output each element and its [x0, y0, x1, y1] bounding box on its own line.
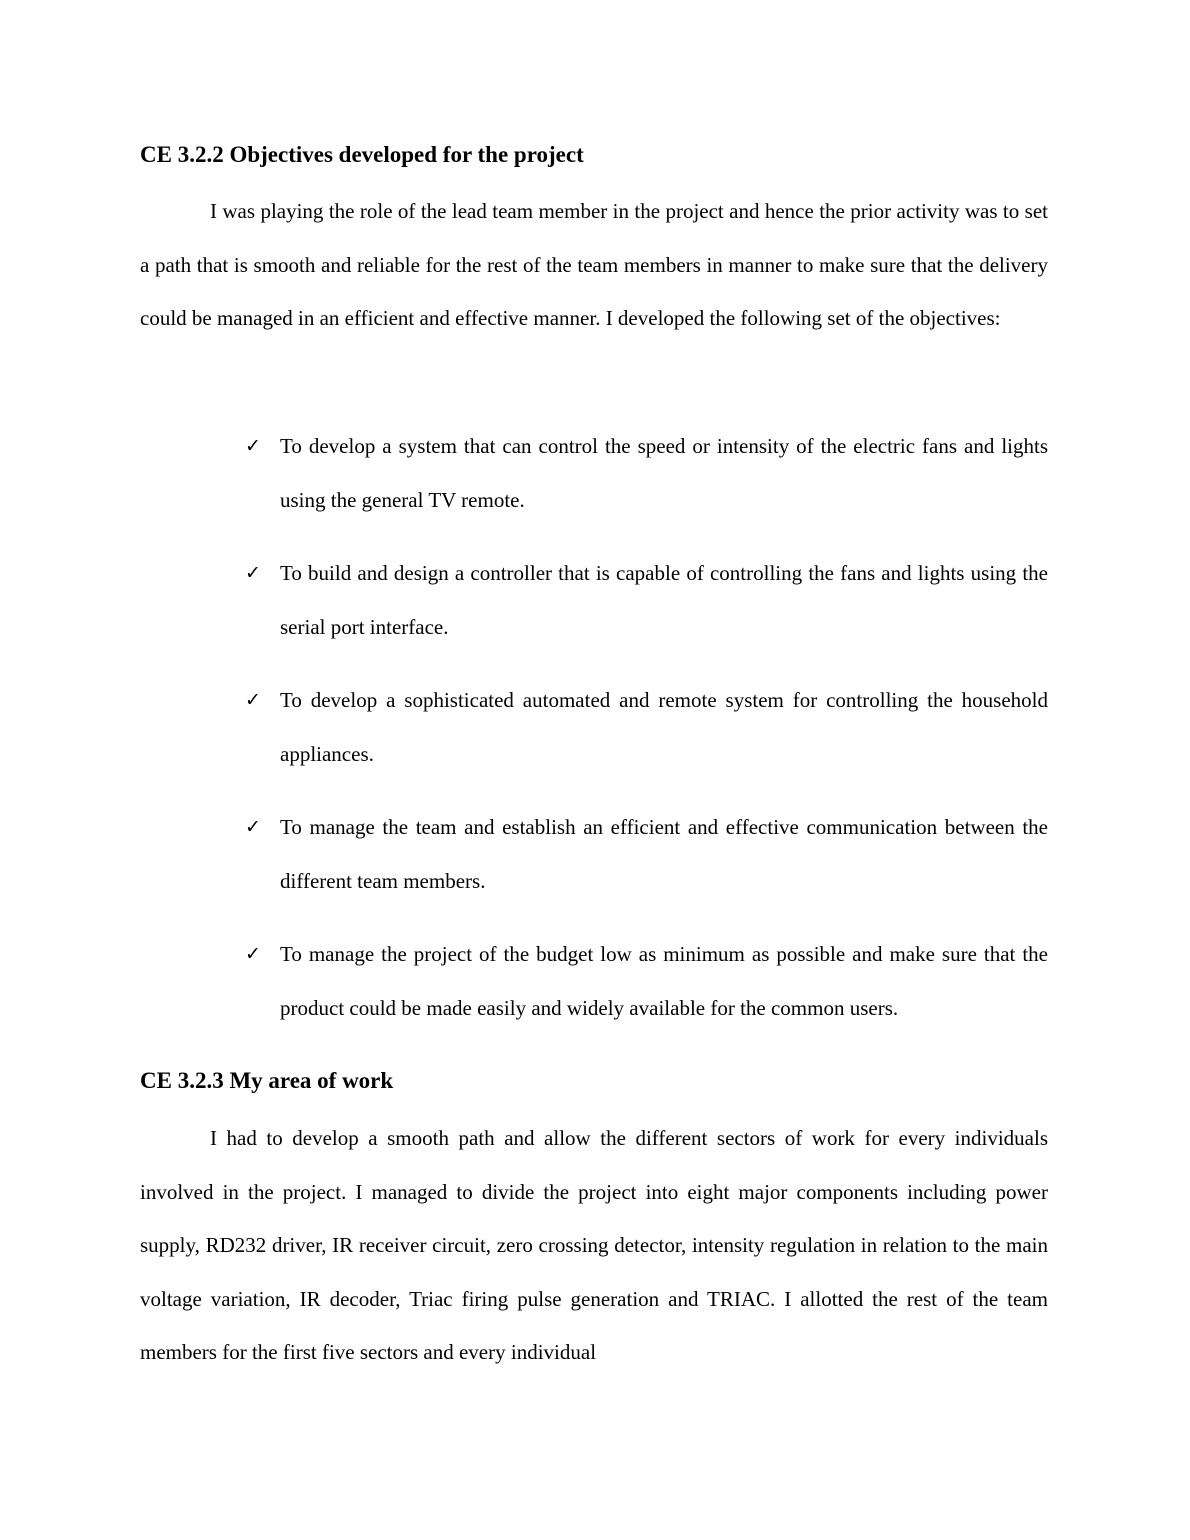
objective-item	[245, 547, 1048, 654]
objective-text: To manage the team and establish an efficient and effective communication between the different team members.	[280, 815, 1048, 893]
objectives-intro-paragraph: I was playing the role of the lead team member in the project and hence the prior activity was to set a path that is smooth and reliable for the rest of the team members in manner to make sure that the delivery could be managed in an efficient and effective manner. I developed the following set of the objectives:	[140, 199, 1048, 330]
objective-text: To develop a sophisticated automated and remote system for controlling the household appliances.	[280, 688, 1048, 766]
objective-text: To manage the project of the budget low as minimum as possible and make sure that the product could be made easily and widely available for the common users.	[280, 942, 1048, 1020]
check-mark-icon: ✓	[245, 562, 261, 584]
check-mark-icon: ✓	[245, 689, 261, 711]
check-mark-icon: ✓	[245, 816, 261, 838]
area-of-work-paragraph: I had to develop a smooth path and allow the different sectors of work for every individuals involved in the project. I managed to divide the project into eight major components including power supply, RD232 driver, IR receiver circuit, zero crossing detector, intensity regulation in relation to the main voltage variation, IR decoder, Triac firing pulse generation and TRIAC. I allotted the rest of the team members for the first five sectors and every individual	[140, 1126, 1048, 1364]
objective-text: To develop a system that can control the speed or intensity of the electric fans and lights using the general TV remote.	[280, 434, 1048, 512]
section-heading-area-of-work: CE 3.2.3 My area of work	[140, 1068, 394, 1093]
check-mark-icon: ✓	[245, 435, 261, 457]
check-mark-icon: ✓	[245, 943, 261, 965]
objective-item	[245, 674, 1048, 781]
objective-item	[245, 801, 1048, 908]
objective-item	[245, 928, 1048, 1035]
section-heading-objectives: CE 3.2.2 Objectives developed for the project	[140, 142, 584, 167]
objectives-list	[245, 420, 1048, 1055]
objective-item	[245, 420, 1048, 527]
objective-text: To build and design a controller that is capable of controlling the fans and lights using the serial port interface.	[280, 561, 1048, 639]
